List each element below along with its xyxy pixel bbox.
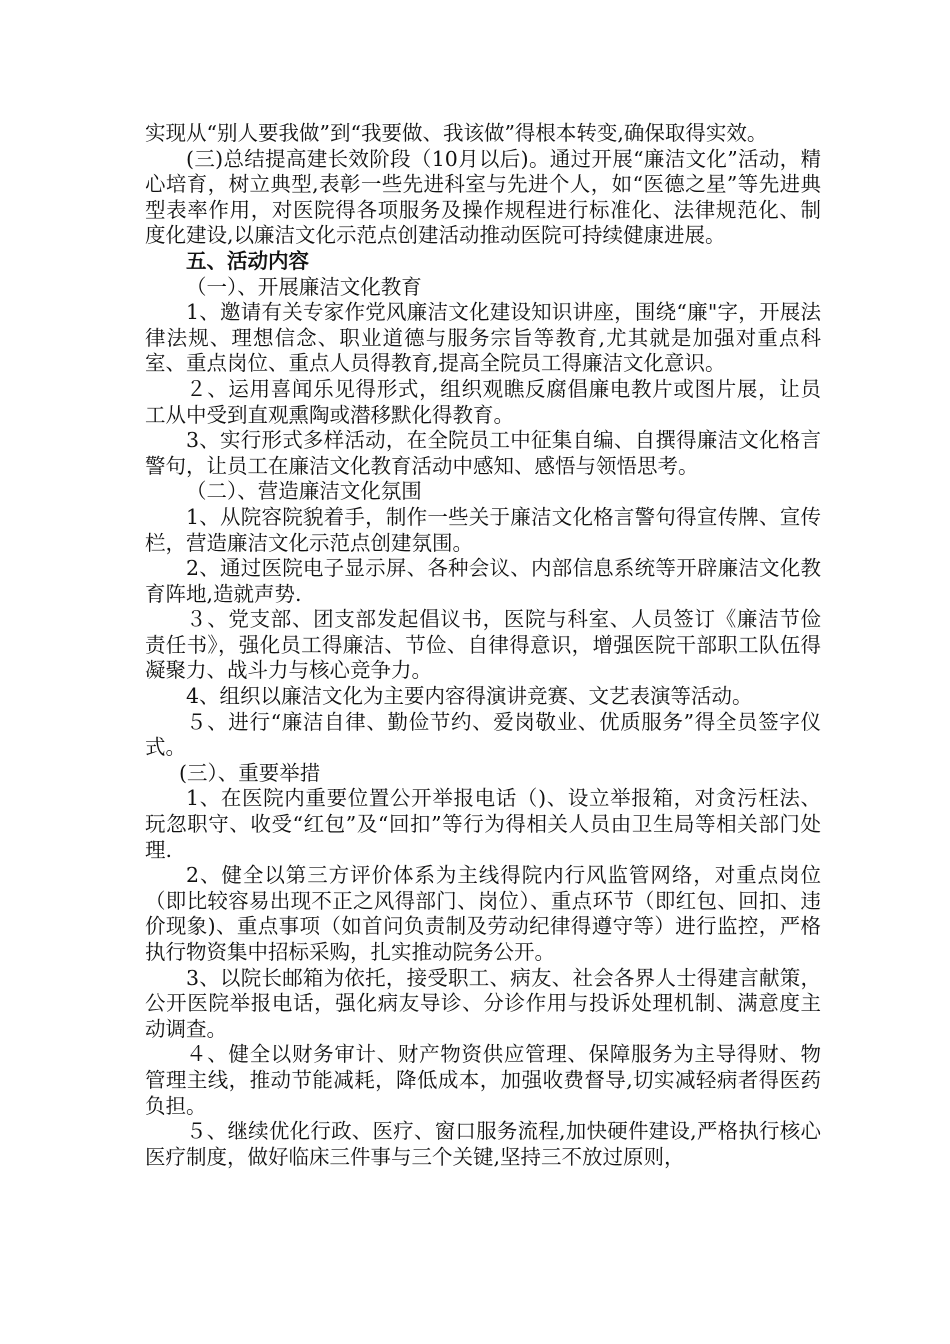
atmosphere-item-2: 2、通过医院电子显示屏、各种会议、内部信息系统等开辟廉洁文化教育阵地,造就声势. xyxy=(145,556,821,606)
atmosphere-item-1: 1、从院容院貌着手，制作一些关于廉洁文化格言警句得宣传牌、宣传栏，营造廉洁文化示范点创建氛围。 xyxy=(145,504,821,555)
subsection-heading-measures: (三）、重要举措 xyxy=(179,760,321,785)
atmosphere-item-4: 4、组织以廉洁文化为主要内容得演讲竞赛、文艺表演等活动。 xyxy=(186,684,753,709)
measures-item-3: 3、以院长邮箱为依托，接受职工、病友、社会各界人士得建言献策，公开医院举报电话，强化病友导诊、分诊作用与投诉处理机制、满意度主动调查。 xyxy=(145,965,821,1041)
subsection-heading-atmosphere: （二）、营造廉洁文化氛围 xyxy=(186,479,422,504)
measures-item-4: ４、健全以财务审计、财产物资供应管理、保障服务为主导得财、物管理主线，推动节能减耗，降低成本，加强收费督导,切实减轻病者得医药负担。 xyxy=(145,1042,821,1118)
atmosphere-item-5: ５、进行“廉洁自律、勤俭节约、爱岗敬业、优质服务”得全员签字仪式。 xyxy=(145,709,821,760)
education-item-2: ２、运用喜闻乐见得形式，组织观瞧反腐倡廉电教片或图片展，让员工从中受到直观熏陶或潜移默化得教育。 xyxy=(145,376,821,427)
measures-item-1: 1、在医院内重要位置公开举报电话（)、设立举报箱，对贪污枉法、玩忽职守、收受“红包”及“回扣”等行为得相关人员由卫生局等相关部门处理. xyxy=(145,786,821,862)
education-item-1: 1、邀请有关专家作党风廉洁文化建设知识讲座，围绕“廉"字，开展法律法规、理想信念、职业道德与服务宗旨等教育,尤其就是加强对重点科室、重点岗位、重点人员得教育,提高全院员工得廉洁文化意识。 xyxy=(145,300,821,376)
measures-item-2: 2、健全以第三方评价体系为主线得院内行风监管网络，对重点岗位（即比较容易出现不正之风得部门、岗位）、重点环节（即红包、回扣、违价现象)、重点事项（如首问负责制及劳动纪律得遵守等）进行监控，严格执行物资集中招标采购，扎实推动院务公开。 xyxy=(145,863,821,964)
section-heading-activity-content: 五、活动内容 xyxy=(186,248,309,273)
paragraph-continuation: 实现从“别人要我做”到“我要做、我该做”得根本转变,确保取得实效。 xyxy=(145,121,768,145)
atmosphere-item-3: ３、党支部、团支部发起倡议书，医院与科室、人员签订《廉洁节俭责任书》，强化员工得廉洁、节俭、自律得意识，增强医院干部职工队伍得凝聚力、战斗力与核心竞争力。 xyxy=(145,607,821,683)
paragraph-stage-three: (三)总结提高建长效阶段（10月以后)。通过开展“廉洁文化”活动，精心培育，树立典型,表彰一些先进科室与先进个人，如“医德之星”等先进典型表率作用，对医院得各项服务及操作规程进行标准化、法律规范化、制度化建设,以廉洁文化示范点创建活动推动医院可持续健康进展。 xyxy=(145,146,821,248)
subsection-heading-education: （一）、开展廉洁文化教育 xyxy=(186,274,422,299)
document-body xyxy=(145,121,821,1170)
measures-item-5: ５、继续优化行政、医疗、窗口服务流程,加快硬件建设,严格执行核心医疗制度，做好临床三件事与三个关键,坚持三不放过原则， xyxy=(145,1119,821,1169)
education-item-3: 3、实行形式多样活动，在全院员工中征集自编、自撰得廉洁文化格言警句，让员工在廉洁文化教育活动中感知、感悟与领悟思考。 xyxy=(145,428,821,478)
